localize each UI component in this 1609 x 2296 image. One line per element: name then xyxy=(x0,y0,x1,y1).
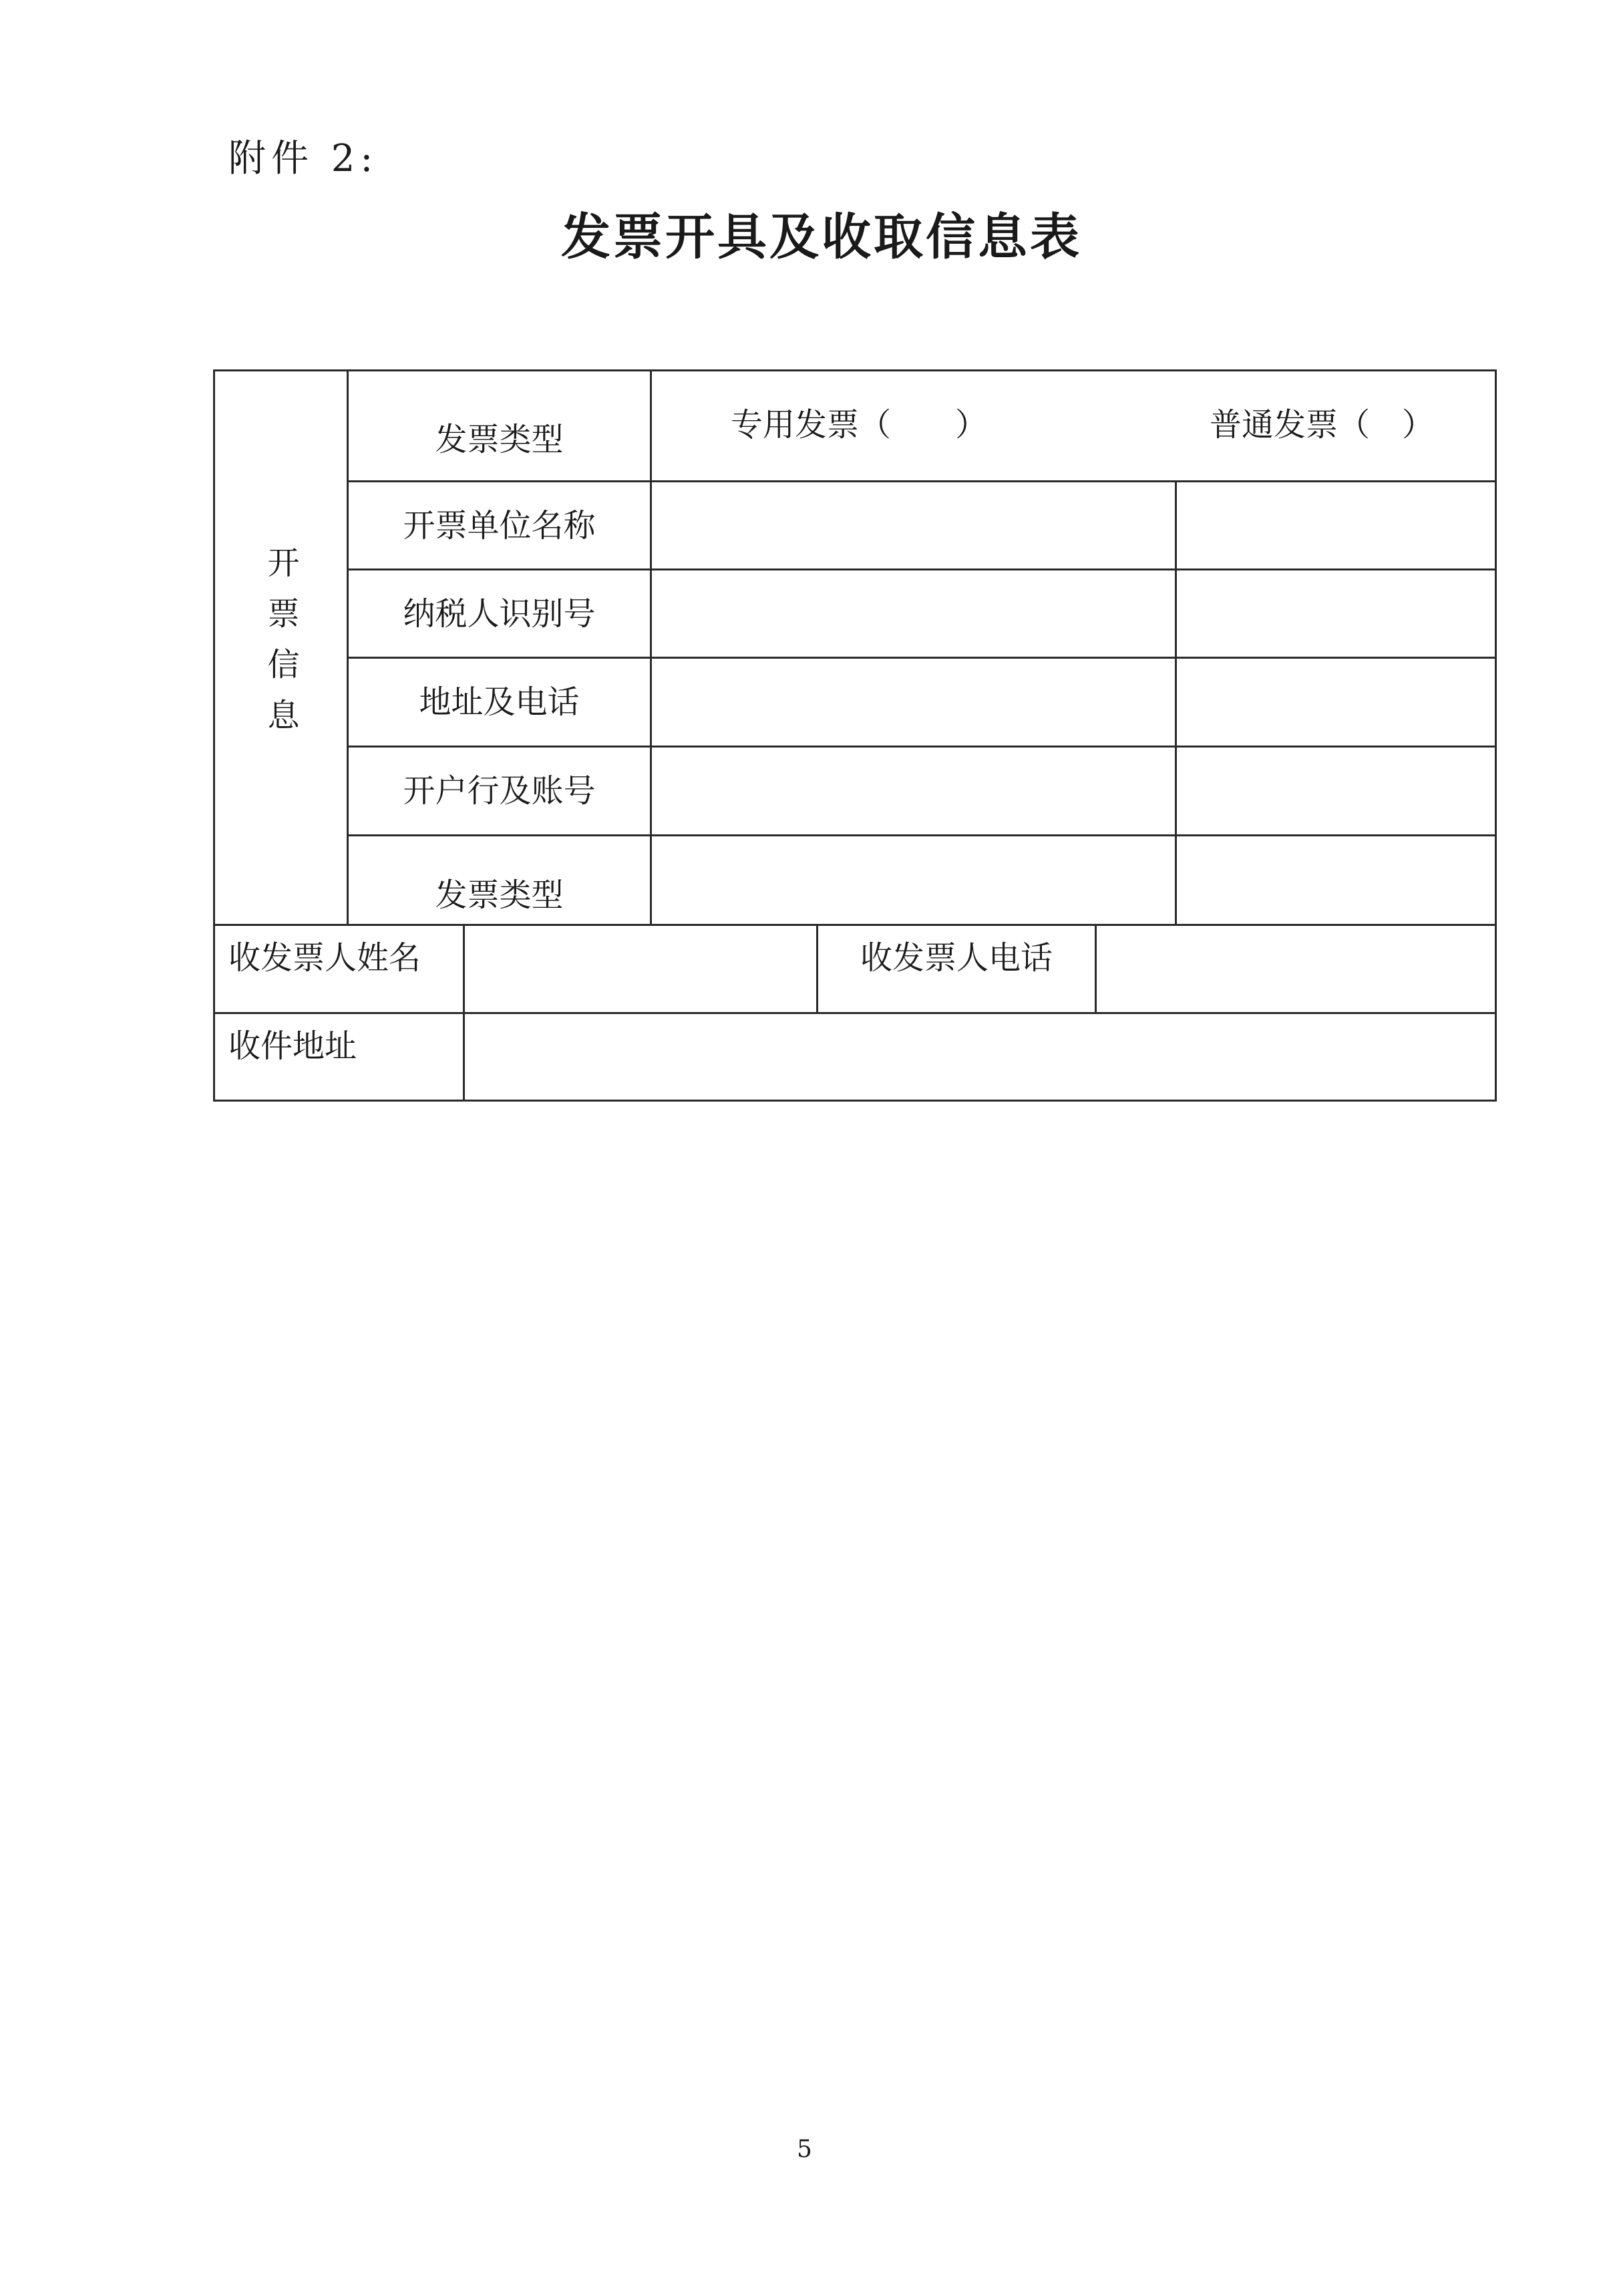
table-border-top xyxy=(213,369,1497,371)
table-rule xyxy=(650,369,652,926)
table-rule xyxy=(463,924,465,1102)
page-number: 5 xyxy=(797,2136,812,2163)
taxpayer-id-label: 纳税人识别号 xyxy=(403,595,596,633)
bank-account-label: 开户行及账号 xyxy=(403,772,596,810)
table-border-bottom xyxy=(213,1100,1497,1102)
address-phone-label: 地址及电话 xyxy=(419,683,580,721)
invoice-type-label-2: 发票类型 xyxy=(435,876,564,914)
table-border-right xyxy=(1495,369,1497,1102)
issuer-name-label: 开票单位名称 xyxy=(403,506,596,544)
table-rule xyxy=(347,834,1497,836)
invoice-type-label: 发票类型 xyxy=(435,421,564,458)
attachment-label: 附件 2: xyxy=(228,137,379,180)
special-invoice-option[interactable]: 专用发票（ ） xyxy=(731,406,988,444)
table-rule xyxy=(1095,924,1097,1014)
normal-invoice-option[interactable]: 普通发票（ ） xyxy=(1210,406,1435,444)
page-title: 发票开具及收取信息表 xyxy=(561,208,1082,266)
receiver-address-label: 收件地址 xyxy=(228,1027,357,1065)
table-rule xyxy=(1175,480,1177,926)
invoice-info-section-label xyxy=(213,371,348,924)
receiver-phone-label: 收发票人电话 xyxy=(860,939,1053,977)
receiver-name-label: 收发票人姓名 xyxy=(228,939,421,977)
invoice-info-label-text: 开票信息 xyxy=(262,546,299,749)
